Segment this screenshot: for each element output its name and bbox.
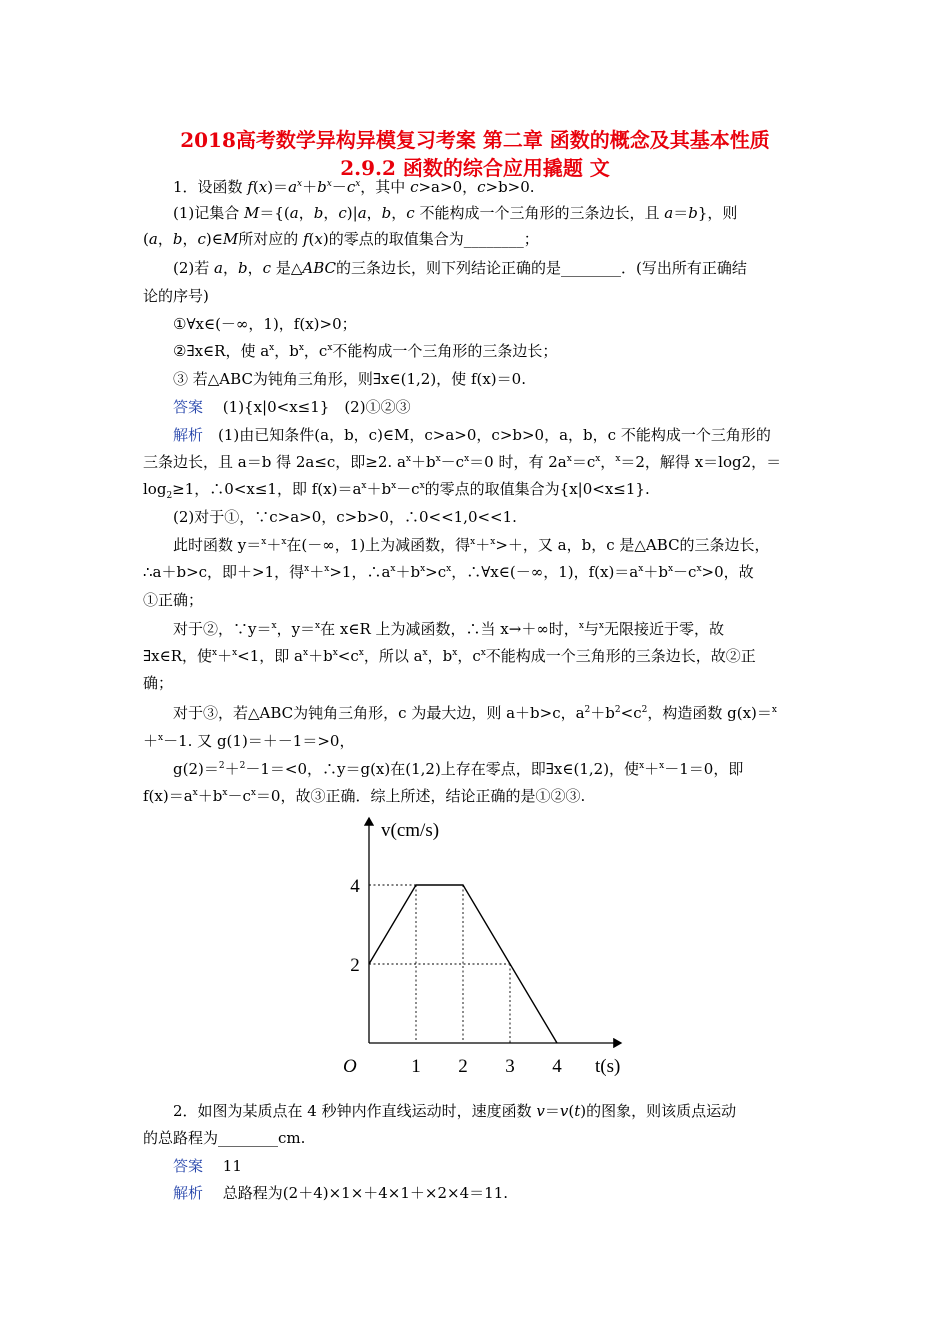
q1-analysis-line9: ∃x∈R，使$^x$＋$^x$<1，即 $a^x+b^x<c^x$，所以 $a^x$，$b^x$，$c^x$不能构成一个三角形的三条边长，故②正	[143, 647, 756, 665]
q1-analysis-line6: ∴a＋b>c，即＋>1，得$^x$＋$^x$>1，$\therefore a^x+b^x>c^x$，∴∀x∈(－∞，1)，$f(x)=a^x+b^x-c^x>0$，故	[143, 563, 754, 581]
page-title: 2018高考数学异构异模复习考案 第二章 函数的概念及其基本性质	[180, 128, 770, 152]
q1-analysis: 解析 (1)由已知条件(a，b，c)∈M，c>a>0，c>b>0，a，b，c 不能构成一个三角形的	[173, 426, 771, 444]
x-axis-label: t(s)	[595, 1056, 621, 1077]
q1-analysis-line8: 对于②，∵y＝$^x$，y＝$^x$在 x∈R 上为减函数，∴当 x→＋∞时，$^x$与$^x$无限接近于零，故	[173, 620, 724, 638]
q1-stem: 1．设函数 $f(x)=a^x+b^x-c^x$，其中 c>a>0，c>b>0.	[173, 178, 535, 196]
answer-label: 答案	[173, 1157, 204, 1175]
q1-answer: 答案 (1){x|0<x≤1} (2)①②③	[173, 398, 411, 416]
analysis-label: 解析	[173, 1184, 204, 1202]
q1-part1-cont: (a，b，c)∈M所对应的 f(x)的零点的取值集合为________；	[143, 230, 539, 248]
q1-analysis-line2: 三条边长，且 a＝b 得 2a≤c，即≥2. $a^x+b^x-c^x=0$ 时，有 $2a^x=c^x$，$^x$＝2，解得 x＝log2，＝	[143, 453, 782, 471]
q1-part2-cont: 论的序号)	[143, 287, 209, 305]
q1-analysis-line12: ＋$^x$－1. 又 g(1)＝＋－1＝>0，	[143, 732, 355, 750]
q1-analysis-line14: $f(x)=a^x+b^x-c^x=0$，故③正确．综上所述，结论正确的是①②③.	[143, 787, 586, 805]
x-tick-label-4: 4	[552, 1056, 562, 1077]
answer-label: 答案	[173, 398, 204, 416]
q1-analysis-line5: 此时函数 y＝$^x$＋$^x$在(－∞，1)上为减函数，得$^x$＋$^x$>＋，又 a，b，c 是△ABC的三条边长，	[173, 536, 770, 554]
q1-option-3: ③ 若△ABC为钝角三角形，则∃x∈(1,2)，使 f(x)＝0.	[173, 370, 526, 388]
x-tick-label-1: 1	[411, 1056, 421, 1077]
q1-analysis-line11: 对于③，若△ABC为钝角三角形，c 为最大边，则 a＋b>c，$a^2+b^2<c^2$，构造函数 g(x)＝$^x$	[173, 704, 777, 722]
q1-analysis-line4: (2)对于①，∵c>a>0，c>b>0，∴0<<1,0<<1.	[173, 508, 517, 526]
x-tick-label-2: 2	[458, 1056, 468, 1077]
q1-analysis-line3: $\log_2\ge 1$，∴0<x≤1，即 $f(x)=a^x+b^x-c^x$的零点的取值集合为{x|0<x≤1}.	[143, 480, 650, 501]
y-axis-label: v(cm/s)	[381, 820, 440, 841]
q1-option-1: ①∀x∈(－∞，1)，f(x)>0；	[173, 315, 357, 333]
analysis-label: 解析	[173, 426, 204, 444]
q1-part1: (1)记集合 M＝{(a，b，c)|a，b，c 不能构成一个三角形的三条边长，且 a＝b}，则	[173, 204, 738, 222]
page-subtitle: 2.9.2 函数的综合应用撬题 文	[340, 156, 610, 180]
q1-part2: (2)若 a，b，c 是△ABC的三条边长，则下列结论正确的是________．(写出所有正确结	[173, 259, 747, 277]
q1-analysis-line13: g(2)＝$^2$＋$^2$－1＝<0，∴y＝g(x)在(1,2)上存在零点，即∃x∈(1,2)，使$^x$＋$^x$－1＝0，即	[173, 760, 744, 778]
velocity-time-chart	[333, 808, 633, 1090]
q1-analysis-line10: 确；	[143, 674, 174, 692]
q2-stem-cont: 的总路程为________cm.	[143, 1129, 306, 1147]
q2-answer: 答案 11	[173, 1157, 242, 1175]
y-tick-label-4: 4	[350, 876, 360, 897]
q1-option-2: ②∃x∈R，使 $a^x$，$b^x$，$c^x$不能构成一个三角形的三条边长；	[173, 342, 558, 360]
q2-stem: 2．如图为某质点在 4 秒钟内作直线运动时，速度函数 v＝v(t)的图象，则该质点运动	[173, 1102, 737, 1120]
origin-label: O	[343, 1056, 357, 1077]
x-tick-label-3: 3	[505, 1056, 515, 1077]
q2-analysis: 解析 总路程为(2＋4)×1×＋4×1＋×2×4＝11.	[173, 1184, 509, 1202]
y-tick-label-2: 2	[350, 955, 360, 976]
q1-analysis-line7: ①正确；	[143, 591, 204, 609]
